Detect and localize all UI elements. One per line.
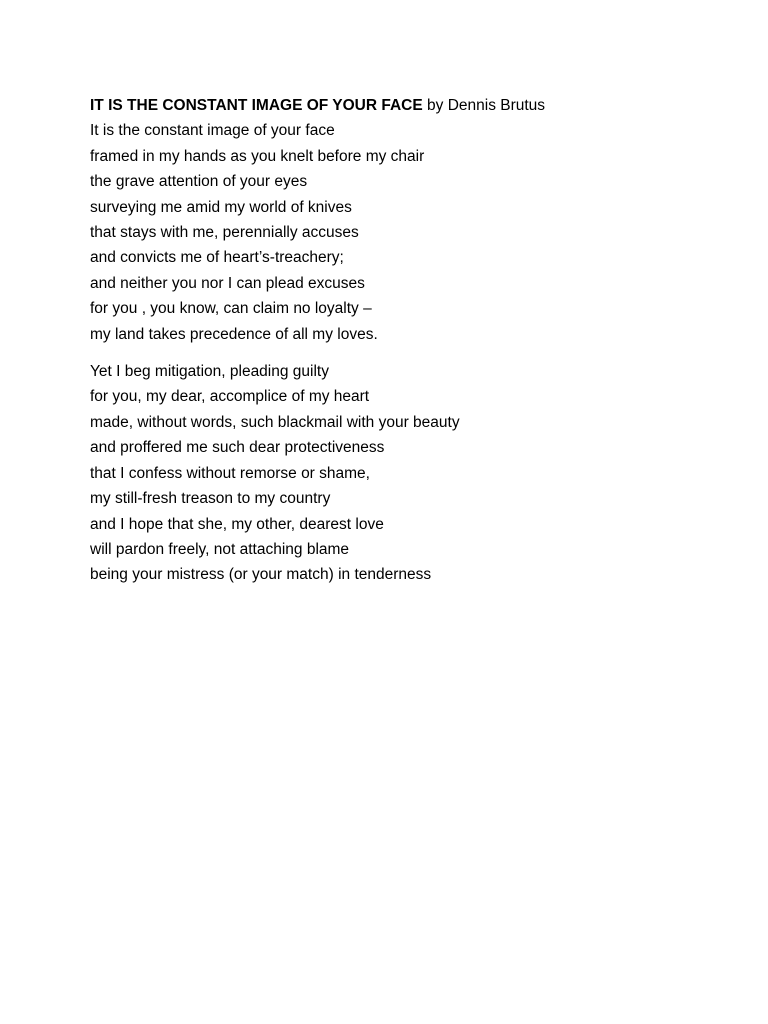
poem-line: and convicts me of heart’s-treachery; [90, 249, 344, 267]
poem-line: the grave attention of your eyes [90, 173, 308, 191]
poem-line: that stays with me, perennially accuses [90, 224, 359, 242]
poem-line: and neither you nor I can plead excuses [90, 274, 365, 292]
poem-line: will pardon freely, not attaching blame [90, 540, 350, 558]
poem-title: IT IS THE CONSTANT IMAGE OF YOUR FACE [90, 97, 423, 114]
poem-line: It is the constant image of your face [90, 122, 335, 140]
poem-line: my land takes precedence of all my loves. [90, 325, 378, 343]
poem [90, 93, 710, 588]
poem-line: surveying me amid my world of knives [90, 198, 352, 216]
poem-line: being your mistress (or your match) in tenderness [90, 566, 432, 584]
poem-line: Yet I beg mitigation, pleading guilty [90, 363, 329, 381]
poem-line: for you, my dear, accomplice of my heart [90, 388, 370, 406]
poem-heading [90, 93, 710, 118]
poem-line: that I confess without remorse or shame, [90, 464, 370, 482]
poem-line: and proffered me such dear protectiveness [90, 439, 385, 457]
poem-line: framed in my hands as you knelt before my chair [90, 147, 425, 165]
stanza [90, 118, 710, 347]
poem-line: made, without words, such blackmail with your beauty [90, 413, 460, 431]
poem-line: my still-fresh treason to my country [90, 490, 331, 508]
poem-byline: by Dennis Brutus [427, 97, 546, 114]
stanza [90, 359, 710, 588]
poem-line: for you , you know, can claim no loyalty – [90, 300, 372, 318]
poem-body [90, 118, 710, 587]
poem-line: and I hope that she, my other, dearest love [90, 515, 384, 533]
